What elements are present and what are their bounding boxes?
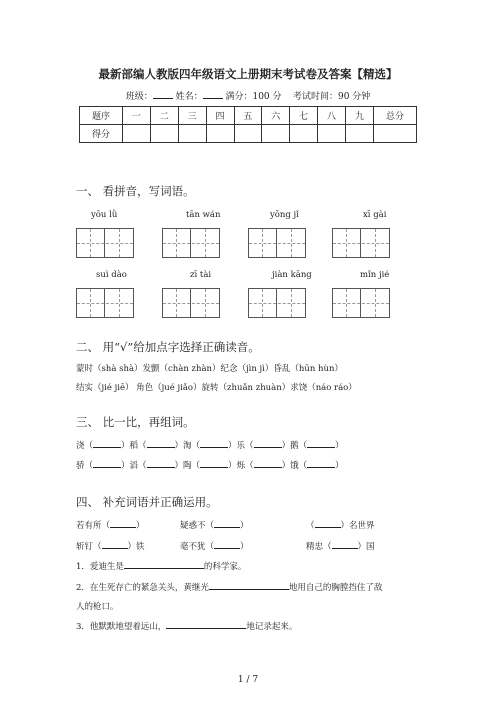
writing-box[interactable] — [162, 228, 220, 258]
score-input-cell[interactable] — [206, 125, 234, 143]
answer-blank[interactable] — [315, 519, 341, 528]
pinyin: yōng jǐ — [270, 210, 299, 220]
answer-blank[interactable] — [93, 439, 121, 448]
answer-blank[interactable] — [124, 560, 204, 569]
answer-blank[interactable] — [200, 439, 228, 448]
idiom-item — [76, 519, 145, 531]
answer-blank[interactable] — [332, 540, 358, 549]
char-prompt: ）陶（ — [174, 461, 201, 471]
answer-blank[interactable] — [254, 459, 282, 468]
pinyin: tān wán — [186, 210, 221, 220]
idiom-text: （ — [306, 521, 315, 531]
pinyin: zī tài — [190, 270, 212, 280]
char-prompt: ）鹅（ — [281, 441, 308, 451]
char-prompt: 浇（ — [76, 441, 94, 451]
answer-blank[interactable] — [209, 581, 289, 590]
score-cell: 一 — [123, 107, 151, 125]
char-prompt: ） — [335, 441, 344, 451]
answer-blank[interactable] — [254, 439, 282, 448]
score-cell: 二 — [150, 107, 178, 125]
section3-heading: 三、 比一比，再组词。 — [76, 415, 195, 429]
writing-box[interactable] — [248, 228, 306, 258]
question-text: 的科学家。 — [203, 562, 247, 572]
writing-box[interactable] — [332, 228, 390, 258]
char-prompt: ）饿（ — [281, 461, 308, 471]
answer-blank[interactable] — [214, 519, 240, 528]
char-prompt: ） — [335, 461, 344, 471]
full-score: 满分：100 分 — [225, 92, 282, 102]
idiom-item — [180, 519, 249, 531]
char-prompt: ）滔（ — [121, 461, 147, 471]
question-text: 1．爱迪生是 — [76, 562, 124, 572]
idiom-text: 毫不犹（ — [180, 542, 215, 552]
pinyin: yōu lǜ — [91, 210, 118, 220]
idiom-item — [76, 540, 145, 552]
answer-blank[interactable] — [200, 459, 228, 468]
exam-time: 考试时间：90 分钟 — [292, 92, 371, 102]
idiom-text: 斩钉（ — [76, 542, 102, 552]
answer-blank[interactable] — [147, 439, 175, 448]
score-input-cell[interactable] — [178, 125, 206, 143]
pinyin: xī gài — [363, 210, 387, 220]
char-prompt: 骄（ — [76, 461, 94, 471]
question-1 — [76, 560, 246, 572]
section1-heading: 一、 看拼音，写词语。 — [76, 184, 195, 198]
char-prompt: ）稻（ — [121, 441, 147, 451]
answer-blank[interactable] — [93, 459, 121, 468]
score-input-cell[interactable] — [123, 125, 151, 143]
score-cell: 六 — [262, 107, 290, 125]
score-table — [79, 106, 417, 143]
score-input-cell[interactable] — [234, 125, 262, 143]
char-prompt: ）烁（ — [228, 461, 254, 471]
compare-row — [76, 459, 344, 471]
writing-box[interactable] — [76, 228, 134, 258]
idiom-item — [180, 540, 249, 552]
idiom-text: ）名世界 — [340, 521, 375, 531]
idiom-text: ） — [240, 521, 249, 531]
answer-blank[interactable] — [166, 620, 246, 629]
score-row-label: 得分 — [80, 125, 123, 143]
class-label: 班级： — [125, 92, 153, 102]
exam-info — [0, 89, 496, 102]
score-input-cell[interactable] — [318, 125, 346, 143]
name-label: 姓名： — [175, 92, 203, 102]
score-cell: 八 — [318, 107, 346, 125]
idiom-item — [306, 540, 375, 552]
score-input-cell[interactable] — [346, 125, 374, 143]
idiom-item — [306, 519, 375, 531]
idiom-text: ）国 — [357, 542, 375, 552]
score-input-cell[interactable] — [374, 125, 417, 143]
idiom-text: 若有所（ — [76, 521, 111, 531]
score-cell: 题序 — [80, 107, 123, 125]
question-3 — [76, 620, 297, 632]
pinyin: jiàn kāng — [272, 270, 312, 280]
score-cell: 五 — [234, 107, 262, 125]
writing-box[interactable] — [332, 288, 390, 318]
answer-blank[interactable] — [147, 459, 175, 468]
writing-box[interactable] — [76, 288, 134, 318]
answer-blank[interactable] — [307, 439, 335, 448]
char-prompt: ）乐（ — [228, 441, 254, 451]
answer-blank[interactable] — [102, 540, 128, 549]
answer-blank[interactable] — [307, 459, 335, 468]
question-text: 3．他默默地望着远山， — [76, 622, 167, 632]
score-cell: 四 — [206, 107, 234, 125]
compare-row — [76, 439, 344, 451]
writing-box[interactable] — [248, 288, 306, 318]
idiom-text: 精忠（ — [306, 542, 332, 552]
score-table-score-row — [80, 125, 417, 143]
score-cell: 三 — [178, 107, 206, 125]
score-table-header-row — [80, 107, 417, 125]
idiom-text: ） — [136, 521, 145, 531]
writing-box[interactable] — [162, 288, 220, 318]
idiom-text: ） — [240, 542, 249, 552]
answer-blank[interactable] — [214, 540, 240, 549]
question-text: 2．在生死存亡的紧急关头，黄继光 — [76, 583, 209, 593]
page-title: 最新部编人教版四年级语文上册期末考试卷及答案【精选】 — [98, 67, 398, 81]
pinyin: mǐn jié — [360, 270, 390, 280]
score-input-cell[interactable] — [290, 125, 318, 143]
score-input-cell[interactable] — [262, 125, 290, 143]
char-prompt: ）淘（ — [174, 441, 201, 451]
question-2-cont: 人的枪口。 — [76, 602, 119, 612]
class-blank[interactable] — [153, 89, 173, 99]
name-blank[interactable] — [203, 89, 223, 99]
answer-blank[interactable] — [110, 519, 136, 528]
score-input-cell[interactable] — [150, 125, 178, 143]
pinyin: suì dào — [96, 270, 127, 280]
score-cell: 总分 — [374, 107, 417, 125]
question-text: 地记录起来。 — [246, 622, 298, 632]
score-cell: 七 — [290, 107, 318, 125]
score-cell: 九 — [346, 107, 374, 125]
question-text: 地用自己的胸膛挡住了敌 — [288, 583, 383, 593]
pronunciation-line[interactable]: 蒙时（shà shà）发颤（chàn zhàn）纪念（jìn jì）昏乱（hūn hùn） — [76, 364, 343, 374]
idiom-text: 疑惑不（ — [180, 521, 215, 531]
page-number: 1 / 7 — [237, 675, 259, 685]
section4-heading: 四、 补充词语并正确运用。 — [76, 495, 218, 509]
question-2 — [76, 581, 382, 593]
pronunciation-line[interactable]: 结实（jié jiē） 角色（jué jiǎo）旋转（zhuǎn zhuàn）求饶（náo ráo） — [76, 383, 357, 393]
section2-heading: 二、 用“√”给加点字选择正确读音。 — [76, 340, 260, 354]
idiom-text: ）铁 — [127, 542, 145, 552]
